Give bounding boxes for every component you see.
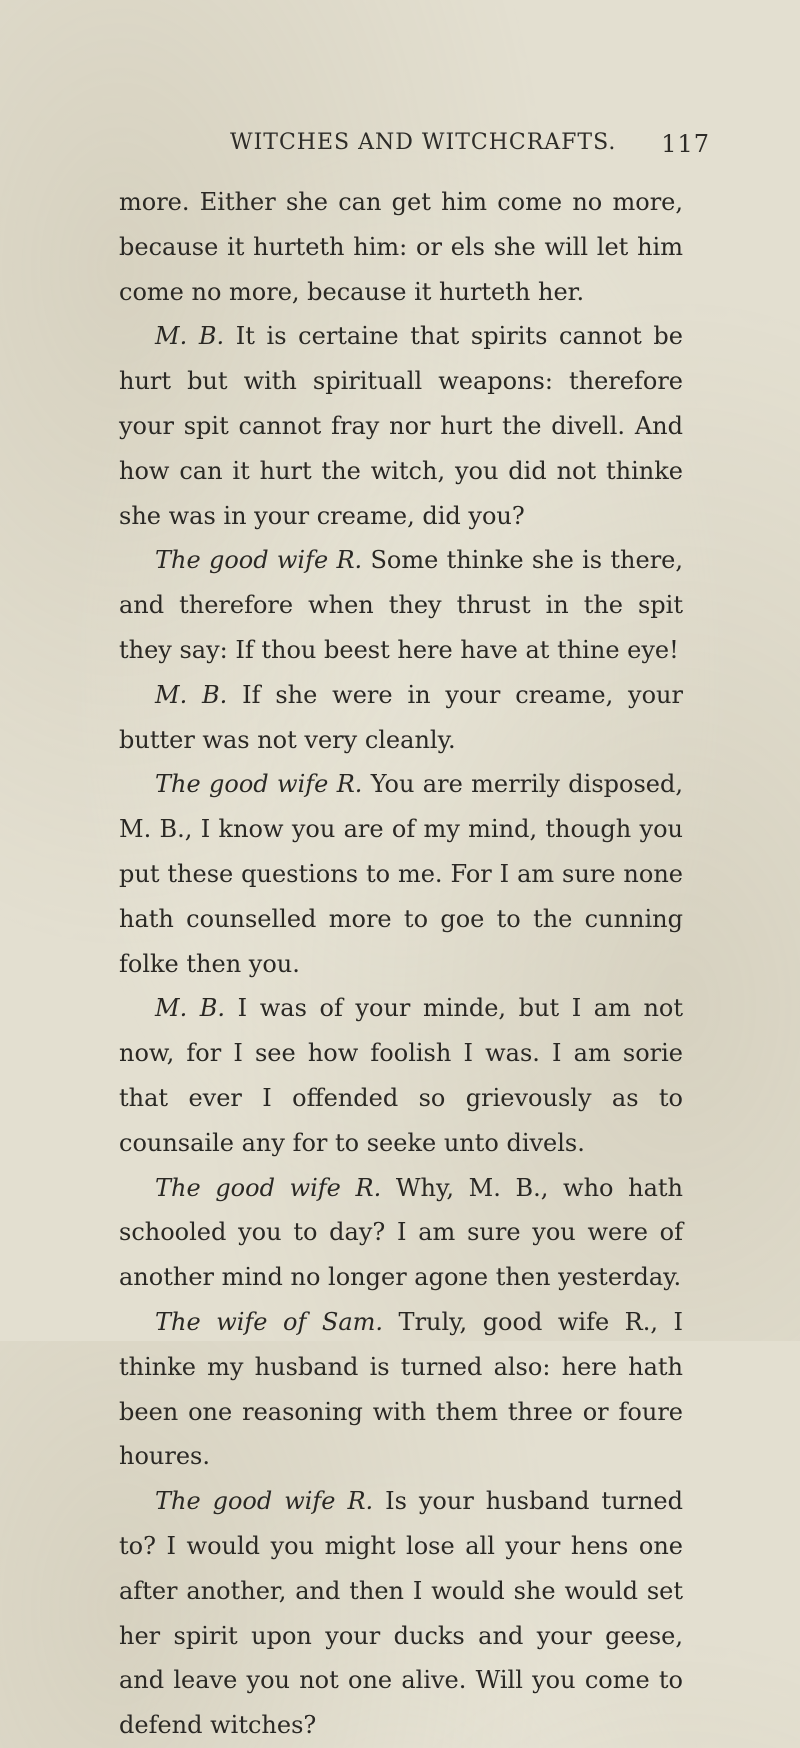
paragraph-text: Truly, good wife R., I thinke my husband is turned also: here hath been one reasoning with them three or foure houres. <box>119 1307 684 1471</box>
speaker-name: The good wife R. <box>155 1487 374 1516</box>
speaker-name: M. B. <box>155 680 228 709</box>
paragraph <box>119 986 683 1165</box>
paragraph <box>119 180 683 314</box>
speaker-name: The wife of Sam. <box>155 1307 384 1336</box>
speaker-name: M. B. <box>155 322 225 351</box>
speaker-name: The good wife R. <box>155 770 363 799</box>
paragraph-text: Why, M. B., who hath schooled you to day? I am sure you were of another mind no longer agone then yesterday. <box>119 1173 683 1292</box>
paragraph-text: Some thinke she is there, and therefore when they thrust in the spit they say: If thou beest here have at thine eye! <box>119 546 683 664</box>
paragraph <box>119 1479 683 1748</box>
paragraph <box>119 314 683 538</box>
paragraph-text: It is certaine that spirits cannot be hurt but with spirituall weapons: therefore your spit cannot fray nor hurt the divell. And how can it hurt the witch, you did not thinke she was in your creame, did you? <box>119 322 683 530</box>
page-number: 117 <box>661 130 710 158</box>
paragraph <box>119 762 683 986</box>
paragraph-text: You are merrily disposed, M. B., I know you are of my mind, though you put these questions to me. For I am sure none hath counselled more to goe to the cunning folke then you. <box>119 770 683 978</box>
running-title: WITCHES AND WITCHCRAFTS. <box>230 130 617 155</box>
paragraph <box>119 538 683 672</box>
paragraph <box>119 1300 683 1479</box>
paragraph-text: I was of your minde, but I am not now, for I see how foolish I was. I am sorie that ever I offended so grievously as to counsaile any for to seeke unto divels. <box>119 994 683 1157</box>
paragraph <box>119 1166 683 1300</box>
paragraph-text: If she were in your creame, your butter was not very cleanly. <box>119 680 683 754</box>
paragraph-text: more. Either she can get him come no more, because it hurteth him: or els she will let him come no more, because it hurteth her. <box>119 188 683 306</box>
speaker-name: The good wife R. <box>155 1173 382 1202</box>
speaker-name: M. B. <box>155 994 226 1023</box>
paragraph <box>119 673 683 763</box>
speaker-name: The good wife R. <box>155 546 363 575</box>
body-text <box>119 180 683 1748</box>
paragraph-text: Is your husband turned to? I would you might lose all your hens one after another, and then I would she would set her spirit upon your ducks and your geese, and leave you not one alive. Will you come to defend witches? <box>119 1487 684 1740</box>
